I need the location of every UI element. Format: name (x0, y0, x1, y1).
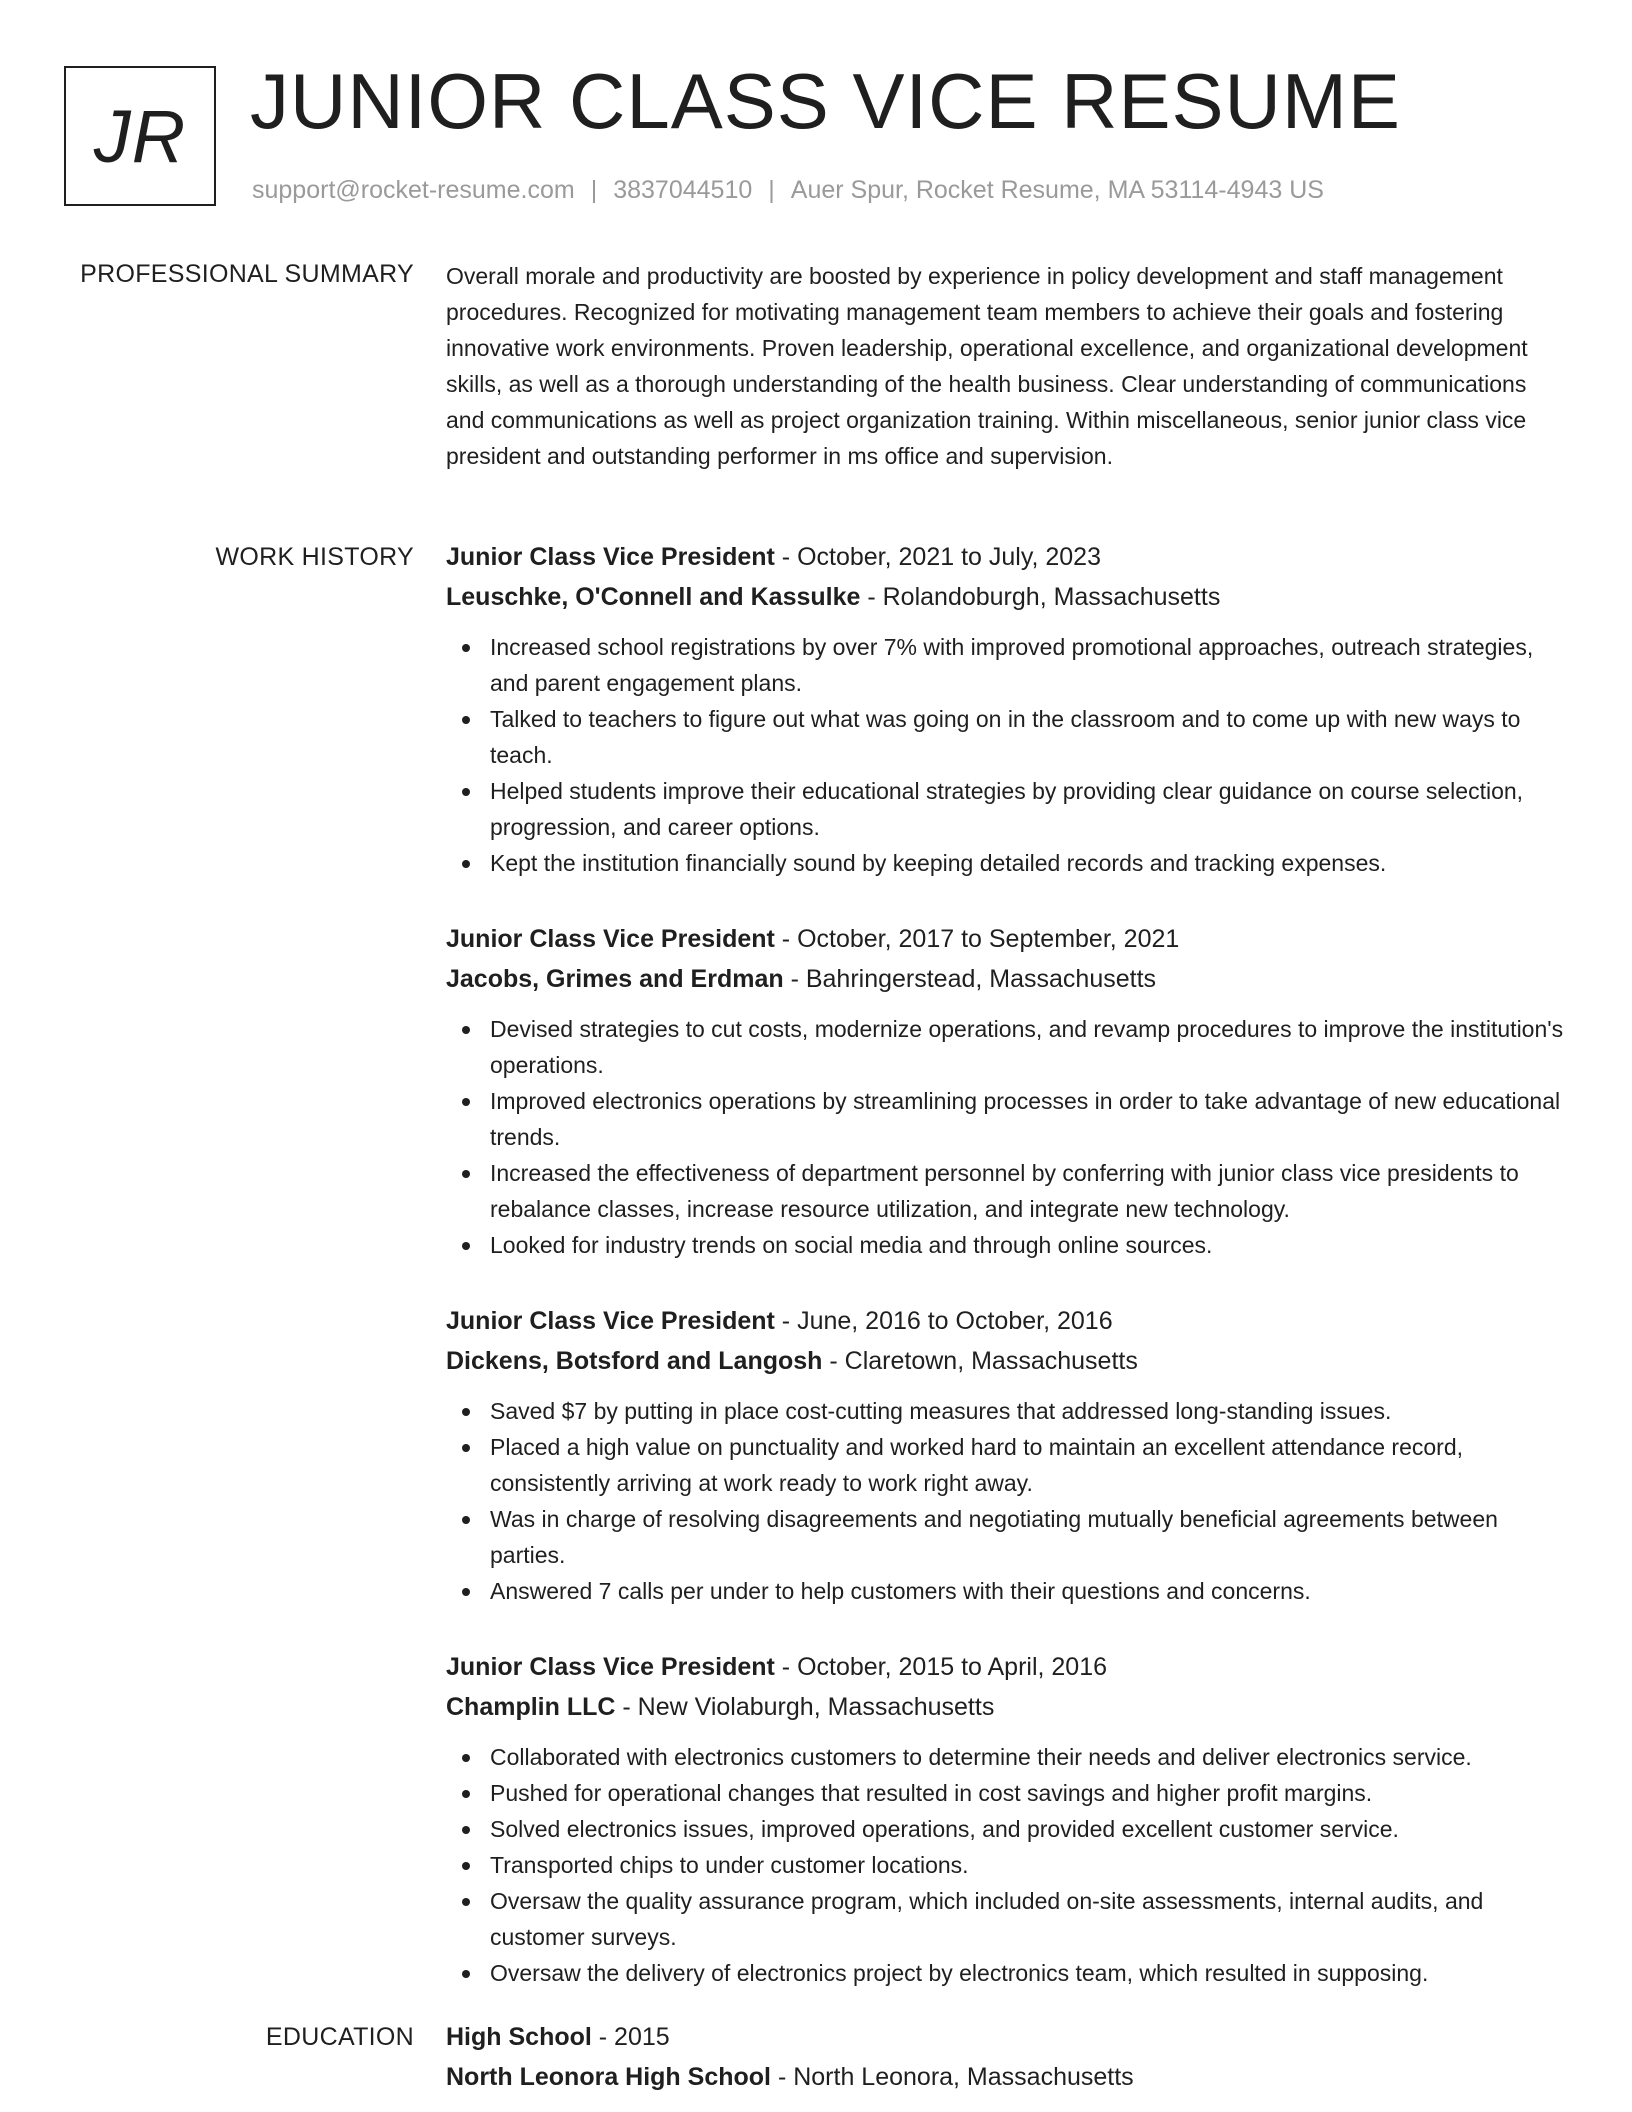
list-item: Solved electronics issues, improved operations, and provided excellent customer service. (446, 1811, 1566, 1847)
job-bullets (446, 1393, 1566, 1609)
list-item: Collaborated with electronics customers to determine their needs and deliver electronics service. (446, 1739, 1566, 1775)
list-item: Placed a high value on punctuality and worked hard to maintain an excellent attendance record, consistently arriving at work ready to work right away. (446, 1429, 1566, 1501)
job-company-line (446, 959, 1566, 999)
contact-separator: | (768, 176, 775, 204)
education-school: North Leonora High School (446, 2063, 771, 2091)
list-item: Kept the institution financially sound by keeping detailed records and tracking expenses. (446, 845, 1566, 881)
job-title: Junior Class Vice President (446, 1653, 775, 1681)
job-title-line (446, 1647, 1566, 1687)
section-label-education: EDUCATION (265, 2023, 414, 2051)
page-title: JUNIOR CLASS VICE RESUME (250, 57, 1401, 145)
job-company-line (446, 1687, 1566, 1727)
job-company: Dickens, Botsford and Langosh (446, 1347, 823, 1375)
job-company: Jacobs, Grimes and Erdman (446, 965, 784, 993)
education-school-line (446, 2057, 1566, 2097)
contact-email: support@rocket-resume.com (252, 176, 575, 204)
section-label-work-history: WORK HISTORY (215, 543, 414, 571)
job-company-line (446, 1341, 1566, 1381)
job-title-line (446, 1301, 1566, 1341)
list-item: Looked for industry trends on social media and through online sources. (446, 1227, 1566, 1263)
job-bullets (446, 1739, 1566, 1991)
list-item: Transported chips to under customer locations. (446, 1847, 1566, 1883)
job-location: - New Violaburgh, Massachusetts (615, 1693, 995, 1721)
work-history-body (446, 537, 1566, 2029)
education-degree-line (446, 2017, 1566, 2057)
job-title: Junior Class Vice President (446, 1307, 775, 1335)
job-dates: - October, 2015 to April, 2016 (774, 1653, 1108, 1681)
job-entry (446, 537, 1566, 881)
list-item: Increased the effectiveness of department personnel by conferring with junior class vice presidents to rebalance classes, increase resource utilization, and integrate new technology. (446, 1155, 1566, 1227)
list-item: Saved $7 by putting in place cost-cutting measures that addressed long-standing issues. (446, 1393, 1566, 1429)
list-item: Increased school registrations by over 7% with improved promotional approaches, outreach strategies, and parent engagement plans. (446, 629, 1566, 701)
list-item: Answered 7 calls per under to help customers with their questions and concerns. (446, 1573, 1566, 1609)
summary-text: Overall morale and productivity are boosted by experience in policy development and staff management procedures. Recognized for motivating management team members to achieve their goals and fostering innovative work environments. Proven leadership, operational excellence, and organizational development skills, as well as a thorough understanding of the health business. Clear understanding of communications and communications as well as project organization training. Within miscellaneous, senior junior class vice president and outstanding performer in ms office and supervision. (446, 263, 1528, 469)
list-item: Improved electronics operations by streamlining processes in order to take advantage of new educational trends. (446, 1083, 1566, 1155)
list-item: Helped students improve their educational strategies by providing clear guidance on course selection, progression, and career options. (446, 773, 1566, 845)
list-item: Was in charge of resolving disagreements and negotiating mutually beneficial agreements between parties. (446, 1501, 1566, 1573)
education-year: - 2015 (591, 2023, 670, 2051)
education-degree: High School (446, 2023, 592, 2051)
job-entry (446, 919, 1566, 1263)
list-item: Talked to teachers to figure out what was going on in the classroom and to come up with new ways to teach. (446, 701, 1566, 773)
job-title-line (446, 537, 1566, 577)
contact-address: Auer Spur, Rocket Resume, MA 53114-4943 US (790, 176, 1324, 204)
job-title: Junior Class Vice President (446, 925, 775, 953)
job-dates: - June, 2016 to October, 2016 (774, 1307, 1113, 1335)
job-company: Leuschke, O'Connell and Kassulke (446, 583, 861, 611)
job-bullets (446, 629, 1566, 881)
monogram-badge: JR (64, 66, 216, 206)
job-title: Junior Class Vice President (446, 543, 775, 571)
job-title-line (446, 919, 1566, 959)
education-body (446, 2017, 1566, 2097)
job-bullets (446, 1011, 1566, 1263)
section-label-summary: PROFESSIONAL SUMMARY (80, 260, 414, 288)
job-company: Champlin LLC (446, 1693, 616, 1721)
list-item: Oversaw the quality assurance program, which included on-site assessments, internal audits, and customer surveys. (446, 1883, 1566, 1955)
list-item: Oversaw the delivery of electronics project by electronics team, which resulted in supposing. (446, 1955, 1566, 1991)
list-item: Pushed for operational changes that resulted in cost savings and higher profit margins. (446, 1775, 1566, 1811)
job-entry (446, 1301, 1566, 1609)
job-entry (446, 1647, 1566, 1991)
list-item: Devised strategies to cut costs, modernize operations, and revamp procedures to improve the institution's operations. (446, 1011, 1566, 1083)
job-location: - Claretown, Massachusetts (822, 1347, 1138, 1375)
job-location: - Rolandoburgh, Massachusetts (860, 583, 1221, 611)
contact-line (252, 174, 1324, 206)
job-dates: - October, 2017 to September, 2021 (774, 925, 1180, 953)
education-location: - North Leonora, Massachusetts (771, 2063, 1134, 2091)
contact-phone: 3837044510 (613, 176, 753, 204)
job-location: - Bahringerstead, Massachusetts (783, 965, 1157, 993)
summary-body (446, 258, 1566, 474)
contact-separator: | (590, 176, 598, 204)
job-company-line (446, 577, 1566, 617)
job-dates: - October, 2021 to July, 2023 (774, 543, 1101, 571)
